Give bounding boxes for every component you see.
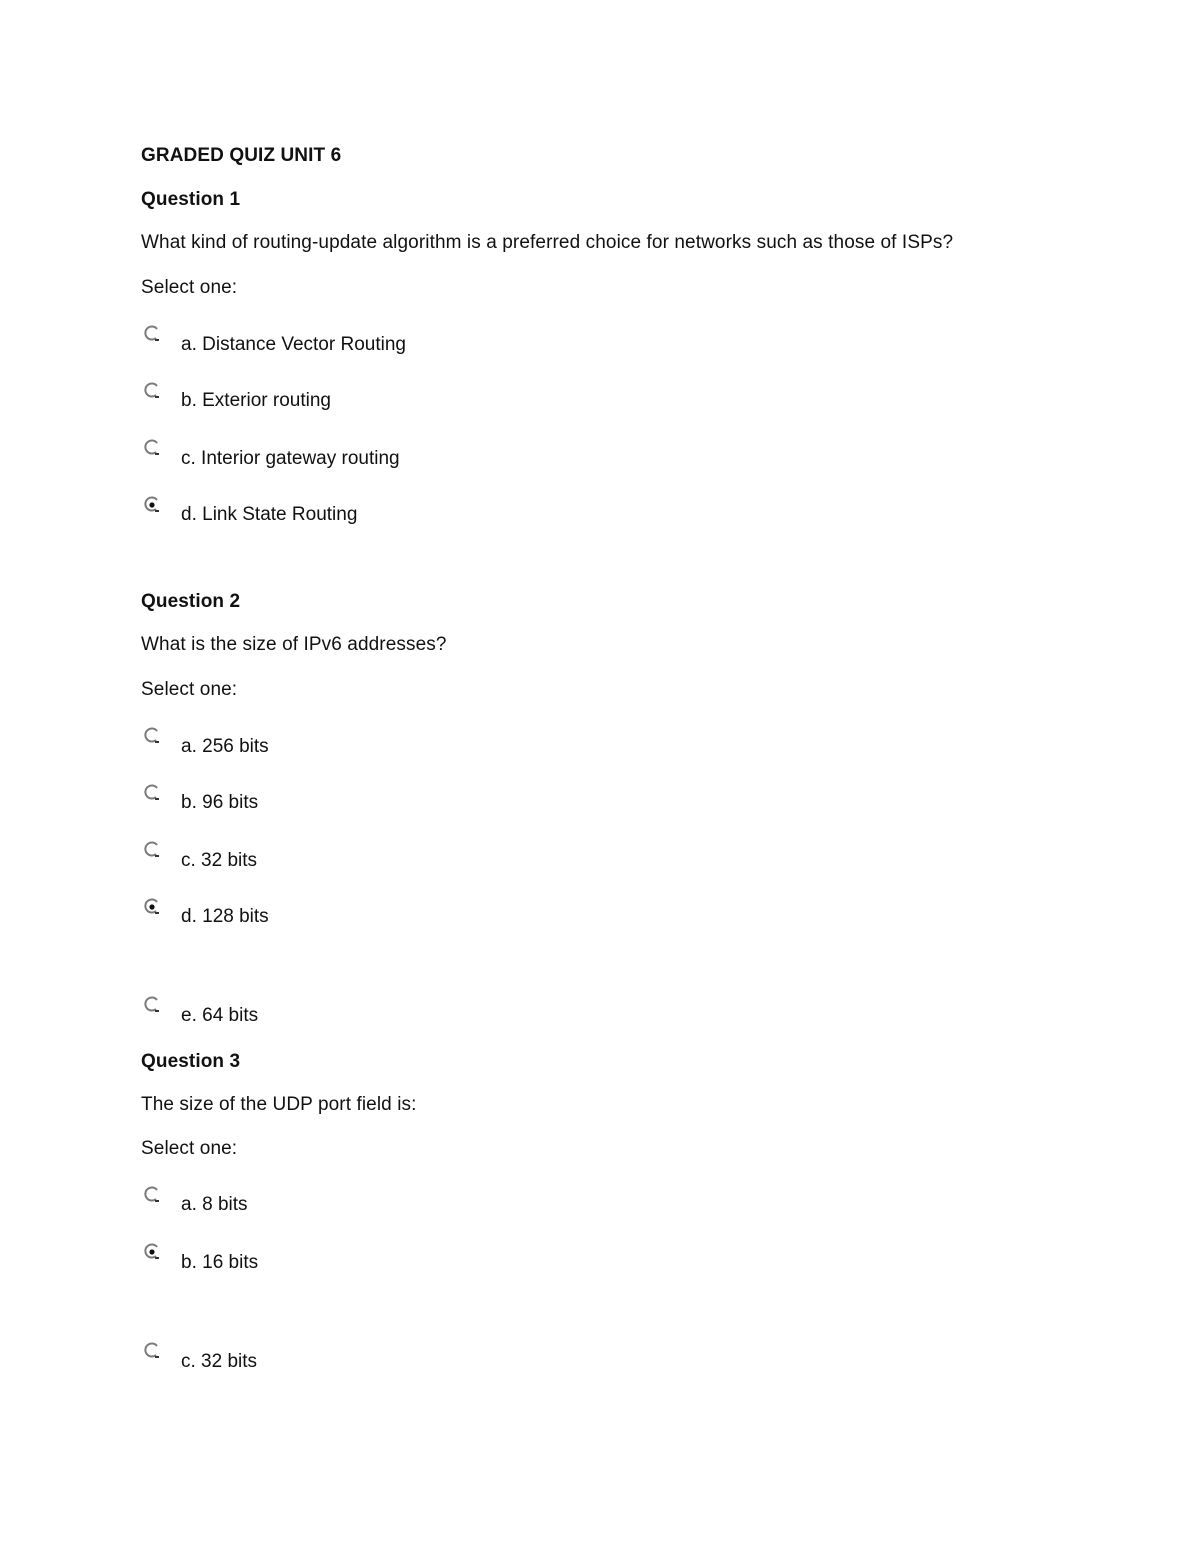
radio-icon — [144, 840, 162, 860]
radio-icon — [144, 1341, 162, 1361]
question-3-instruction: Select one: — [141, 1138, 238, 1159]
radio-icon — [144, 995, 162, 1015]
q2-option-d-label: d. 128 bits — [181, 906, 269, 927]
q2-option-c-label: c. 32 bits — [181, 850, 258, 871]
radio-tick — [155, 396, 159, 398]
radio-tick — [155, 510, 159, 512]
radio-tick — [155, 453, 159, 455]
radio-tick — [155, 1200, 159, 1202]
radio-tick — [155, 1257, 159, 1259]
radio-selected-dot — [149, 1249, 154, 1254]
q2-option-a-label: a. 256 bits — [181, 736, 269, 757]
radio-ring — [145, 997, 157, 1010]
radio-ring — [145, 728, 157, 741]
q3-option-b-label: b. 16 bits — [181, 1252, 259, 1273]
radio-icon — [144, 897, 162, 917]
q3-option-a-label: a. 8 bits — [181, 1194, 248, 1215]
radio-ring — [145, 326, 157, 339]
q2-option-c-radio[interactable] — [144, 840, 162, 860]
radio-icon — [144, 783, 162, 803]
radio-tick — [155, 798, 159, 800]
q1-option-d-radio[interactable] — [144, 495, 162, 515]
radio-icon — [144, 495, 162, 515]
radio-ring — [145, 1187, 157, 1200]
q2-option-e-label: e. 64 bits — [181, 1005, 259, 1026]
q3-option-c-label: c. 32 bits — [181, 1351, 258, 1372]
radio-ring — [145, 383, 157, 396]
q2-option-d-radio[interactable] — [144, 897, 162, 917]
radio-ring — [145, 440, 157, 453]
q3-option-c-radio[interactable] — [144, 1341, 162, 1361]
radio-tick — [155, 741, 159, 743]
q2-option-b-label: b. 96 bits — [181, 792, 259, 813]
q1-option-a-radio[interactable] — [144, 324, 162, 344]
q1-option-c-radio[interactable] — [144, 438, 162, 458]
q2-option-a-radio[interactable] — [144, 726, 162, 746]
q1-option-b-radio[interactable] — [144, 381, 162, 401]
radio-tick — [155, 855, 159, 857]
radio-ring — [145, 842, 157, 855]
question-3-heading: Question 3 — [141, 1051, 241, 1072]
page-title: GRADED QUIZ UNIT 6 — [141, 145, 342, 166]
radio-tick — [155, 339, 159, 341]
q2-option-b-radio[interactable] — [144, 783, 162, 803]
question-2-prompt: What is the size of IPv6 addresses? — [141, 634, 447, 655]
q3-option-b-radio[interactable] — [144, 1242, 162, 1262]
radio-icon — [144, 438, 162, 458]
radio-icon — [144, 726, 162, 746]
radio-tick — [155, 1010, 159, 1012]
q2-option-e-radio[interactable] — [144, 995, 162, 1015]
q1-option-c-label: c. Interior gateway routing — [181, 448, 400, 469]
question-3-prompt: The size of the UDP port field is: — [141, 1094, 417, 1115]
radio-tick — [155, 912, 159, 914]
question-1-instruction: Select one: — [141, 277, 238, 298]
question-1-heading: Question 1 — [141, 189, 241, 210]
radio-ring — [145, 785, 157, 798]
q1-option-d-label: d. Link State Routing — [181, 504, 358, 525]
q1-option-a-label: a. Distance Vector Routing — [181, 334, 406, 355]
radio-tick — [155, 1356, 159, 1358]
radio-icon — [144, 324, 162, 344]
radio-icon — [144, 1185, 162, 1205]
question-1-prompt: What kind of routing-update algorithm is a preferred choice for networks such as those of ISPs? — [141, 232, 954, 253]
radio-icon — [144, 1242, 162, 1262]
question-2-heading: Question 2 — [141, 591, 241, 612]
radio-selected-dot — [149, 904, 154, 909]
question-2-instruction: Select one: — [141, 679, 238, 700]
q3-option-a-radio[interactable] — [144, 1185, 162, 1205]
radio-icon — [144, 381, 162, 401]
q1-option-b-label: b. Exterior routing — [181, 390, 331, 411]
radio-ring — [145, 1343, 157, 1356]
radio-selected-dot — [149, 502, 154, 507]
